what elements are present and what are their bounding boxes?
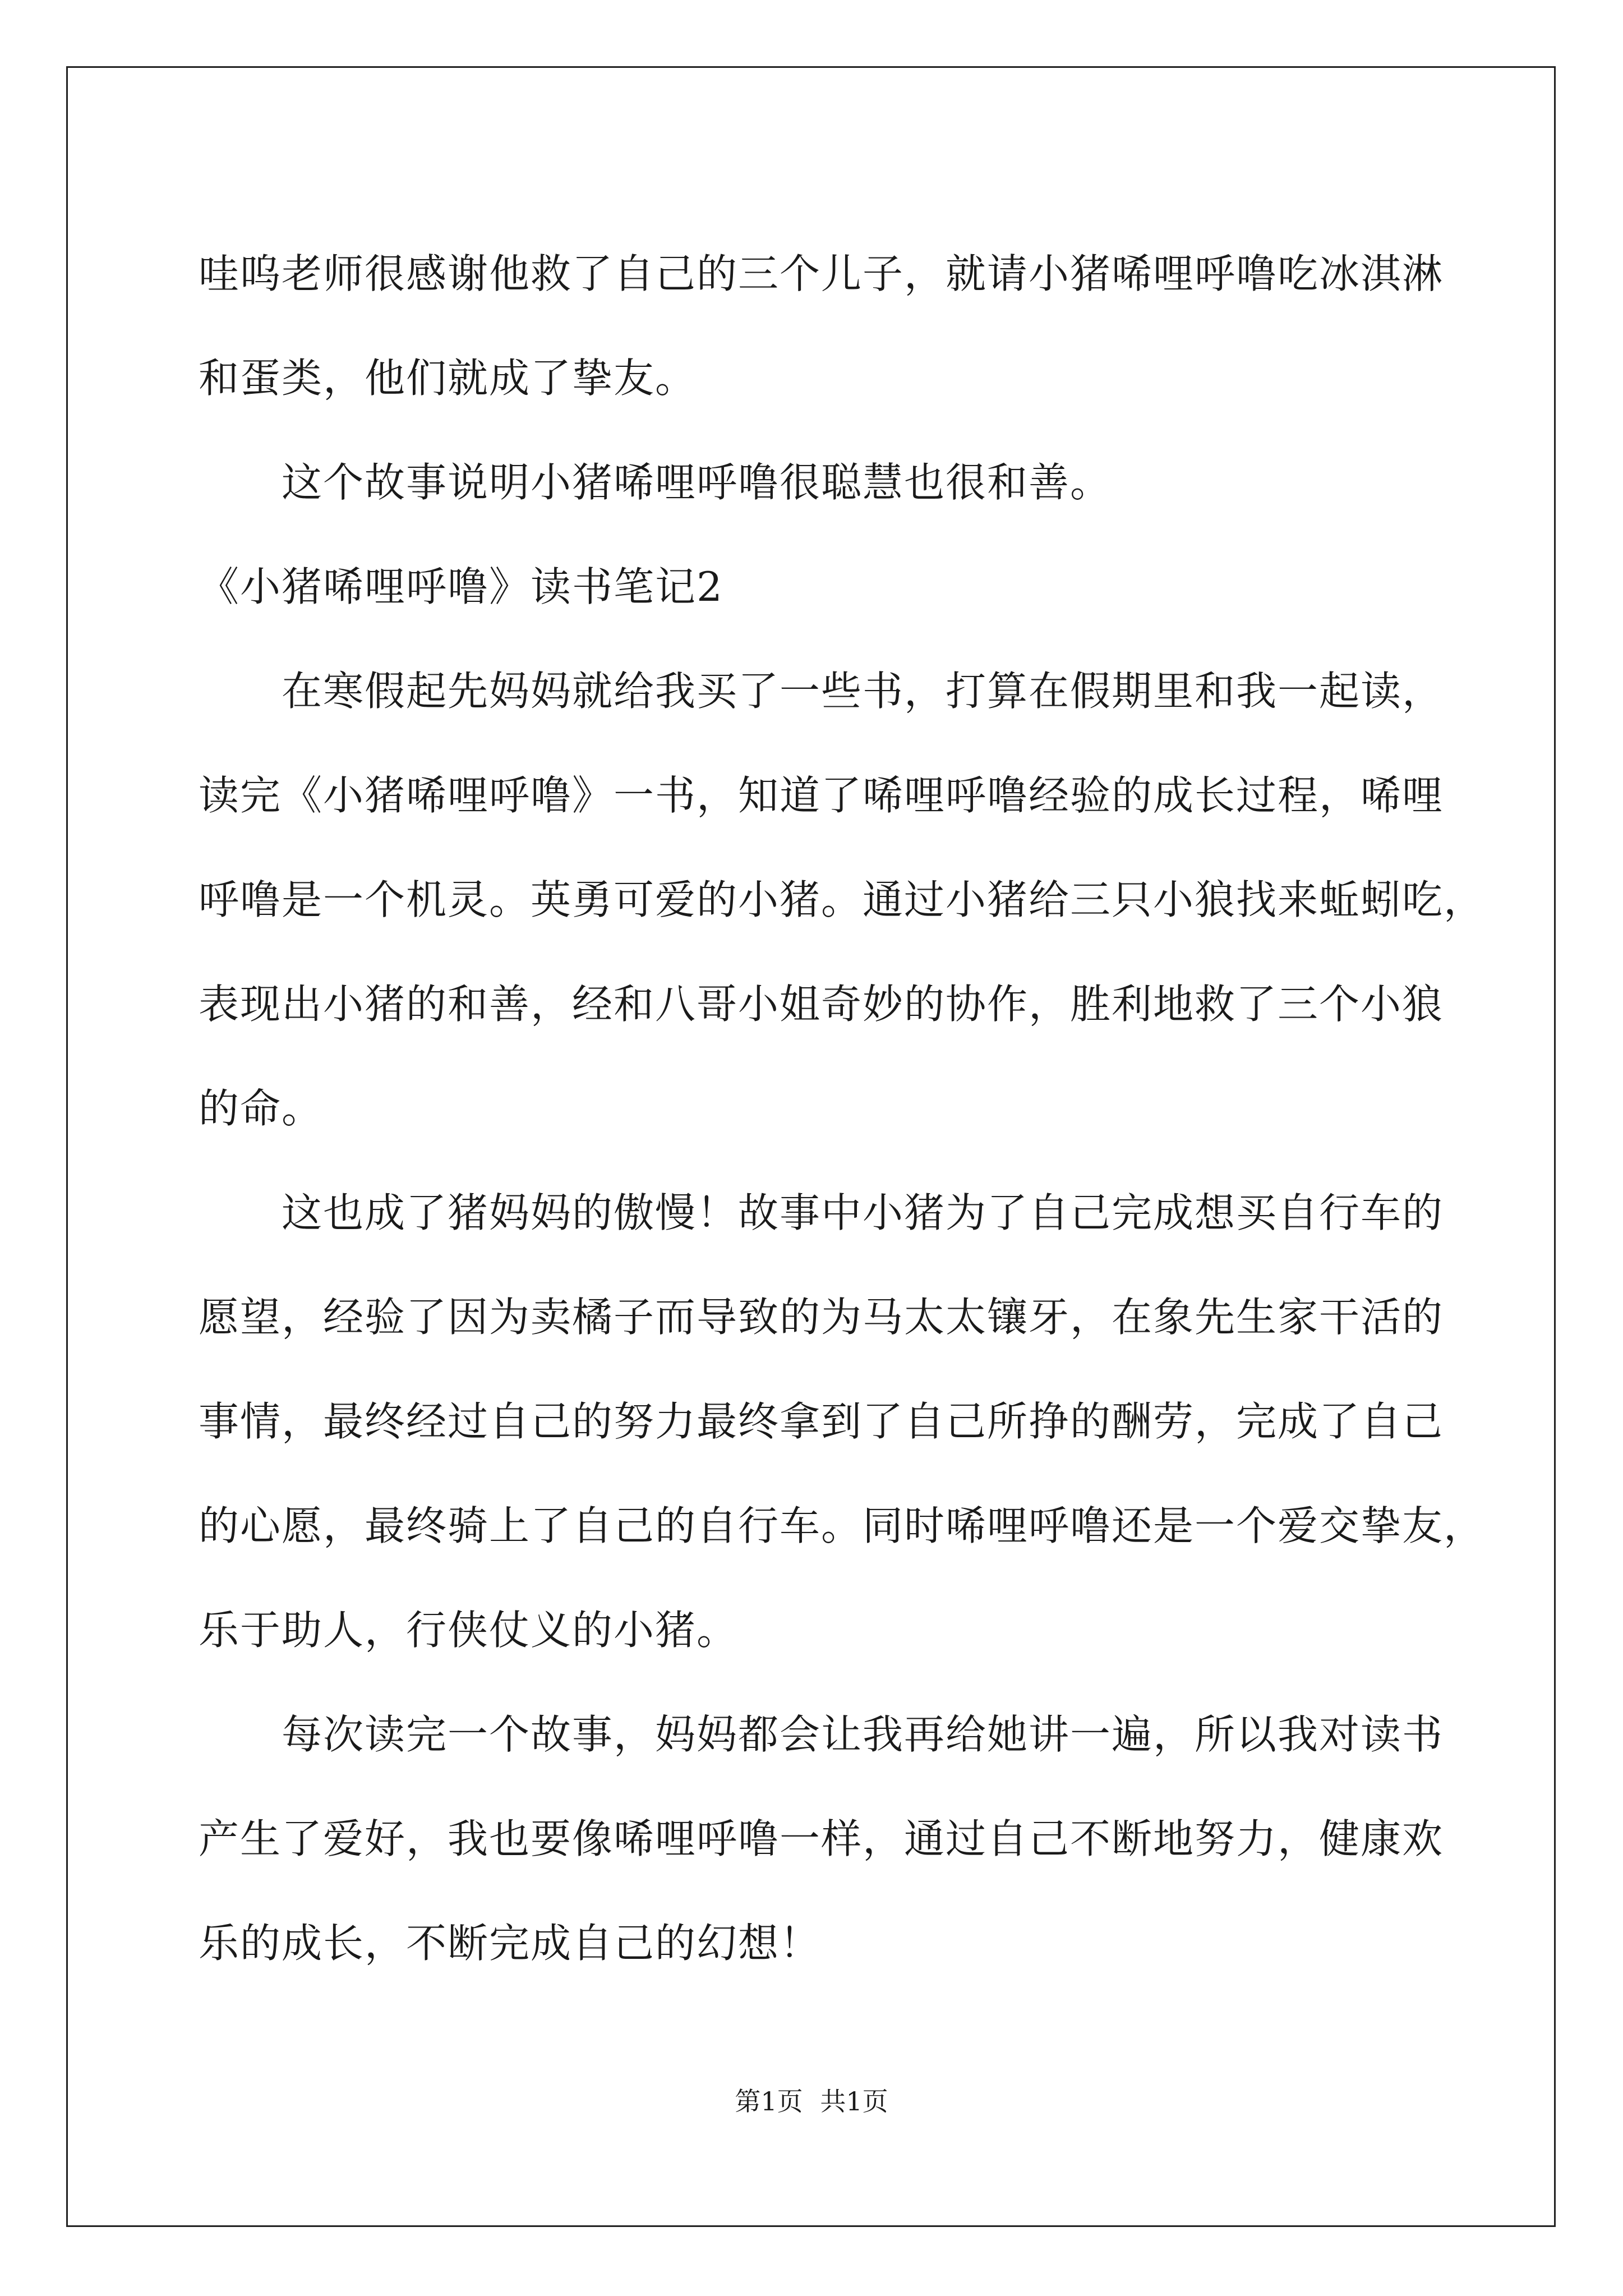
page-number-current: 第1页: [735, 2086, 803, 2116]
paragraph-line: 的心愿，最终骑上了自己的自行车。同时唏哩呼噜还是一个爱交挚友，: [199, 1502, 1486, 1549]
paragraph-line: 这个故事说明小猪唏哩呼噜很聪慧也很和善。: [282, 459, 1112, 506]
paragraph-line: 表现出小猪的和善，经和八哥小姐奇妙的协作，胜利地救了三个小狼: [199, 981, 1444, 1028]
page-number-total: 共1页: [820, 2086, 888, 2116]
paragraph-line: 愿望，经验了因为卖橘子而导致的为马太太镶牙，在象先生家干活的: [199, 1294, 1444, 1341]
paragraph-line: 产生了爱好，我也要像唏哩呼噜一样，通过自己不断地努力，健康欢: [199, 1815, 1444, 1862]
document-body: [199, 222, 1486, 1995]
paragraph-line: 乐的成长，不断完成自己的幻想！: [199, 1920, 822, 1967]
paragraph-line: 这也成了猪妈妈的傲慢！故事中小猪为了自己完成想买自行车的: [282, 1189, 1444, 1236]
paragraph-line: 乐于助人，行侠仗义的小猪。: [199, 1607, 739, 1654]
paragraph-line: 哇呜老师很感谢他救了自己的三个儿子，就请小猪唏哩呼噜吃冰淇淋: [199, 250, 1444, 297]
paragraph-line: 在寒假起先妈妈就给我买了一些书，打算在假期里和我一起读，: [282, 668, 1444, 715]
section-title: 《小猪唏哩呼噜》读书笔记2: [199, 563, 723, 610]
paragraph-line: 读完《小猪唏哩呼噜》一书，知道了唏哩呼噜经验的成长过程，唏哩: [199, 772, 1444, 819]
paragraph-line: 事情，最终经过自己的努力最终拿到了自己所挣的酬劳，完成了自己: [199, 1398, 1444, 1445]
paragraph-line: 的命。: [199, 1085, 324, 1132]
paragraph-line: 每次读完一个故事，妈妈都会让我再给她讲一遍，所以我对读书: [282, 1711, 1444, 1758]
paragraph-line: 呼噜是一个机灵。英勇可爱的小猪。通过小猪给三只小狼找来蚯蚓吃，: [199, 876, 1486, 923]
paragraph-line: 和蛋类，他们就成了挚友。: [199, 355, 697, 402]
page-footer: [0, 2086, 1623, 2117]
